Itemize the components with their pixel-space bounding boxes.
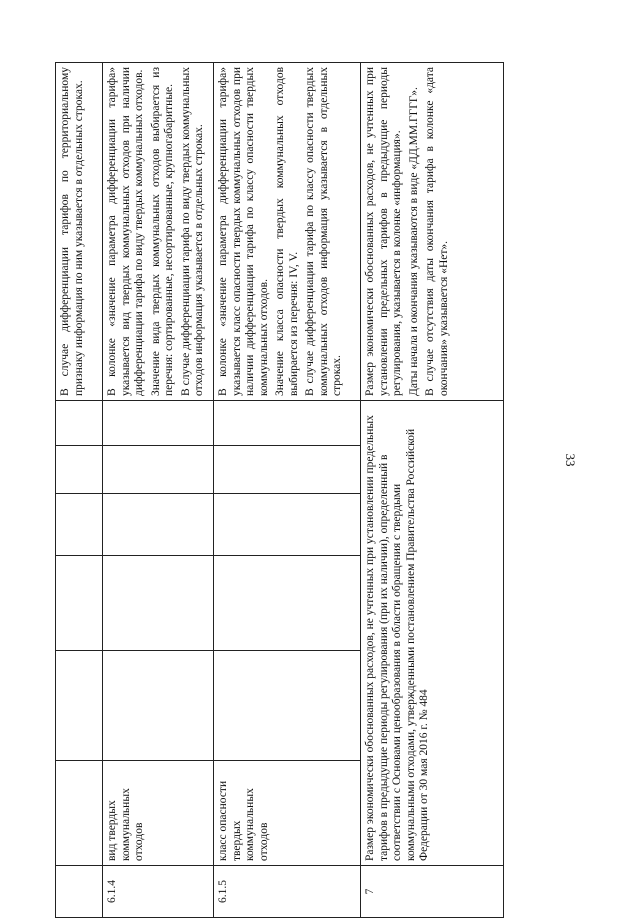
cell-name: вид твердых коммунальных отходов <box>103 761 214 866</box>
page-number: 33 <box>563 453 578 467</box>
cell-description: В случае дифференциации тарифов по территориальному признаку информация по ним указывается в отдельных строках. <box>56 63 103 401</box>
cell-number: 6.1.4 <box>103 866 214 918</box>
table-row <box>360 63 503 918</box>
table-row <box>213 63 360 918</box>
cell-number: 7 <box>360 866 503 918</box>
cell-description: В колонке «значение параметра дифференциации тарифа» указывается класс опасности твердых коммунальных отходов при наличии дифференциации тарифа по классу опасности твердых коммунальных отходов. Значение класса опасности твердых коммунальных отходов выбирается из перечня: IV, V. В случае дифференциации тарифа по классу опасности твердых коммунальных отходов информация указывается в отдельных строках. <box>213 63 360 401</box>
table-row <box>56 63 103 918</box>
cell-name: класс опасности твердых коммунальных отходов <box>213 761 360 866</box>
cell-description: В колонке «значение параметра дифференциации тарифа» указывается вид твердых коммунальных отходов при наличии дифференциации тарифа по виду твердых коммунальных отходов. Значение вида твердых коммунальных отходов выбирается из перечня: сортированные, несортированные, крупногабаритные. В случае дифференциации тарифа по виду твердых коммунальных отходов информация указывается в отдельных строках. <box>103 63 214 401</box>
rotated-table-page <box>55 63 515 918</box>
table-row <box>103 63 214 918</box>
requirements-table <box>55 62 504 918</box>
cell-description: Размер экономически обоснованных расходов, не учтенных при установлении предельных тарифов в предыдущие периоды регулирования, указывается в колонке «информация». Даты начала и окончания указываются в виде «ДД.ММ.ГГГГ». В случае отсутствия даты окончания тарифа в колонке «дата окончания» указывается «Нет». <box>360 63 503 401</box>
cell-name: Размер экономически обоснованных расходов, не учтенных при установлении предельных тарифов в предыдущие периоды регулирования (при их наличии), определенный в соответствии с Основами ценообразования в области обращения с твердыми коммунальными отходами, утвержденными постановлением Правительства Российской Федерации от 30 мая 2016 г. № 484 <box>360 401 503 866</box>
cell-number: 6.1.5 <box>213 866 360 918</box>
